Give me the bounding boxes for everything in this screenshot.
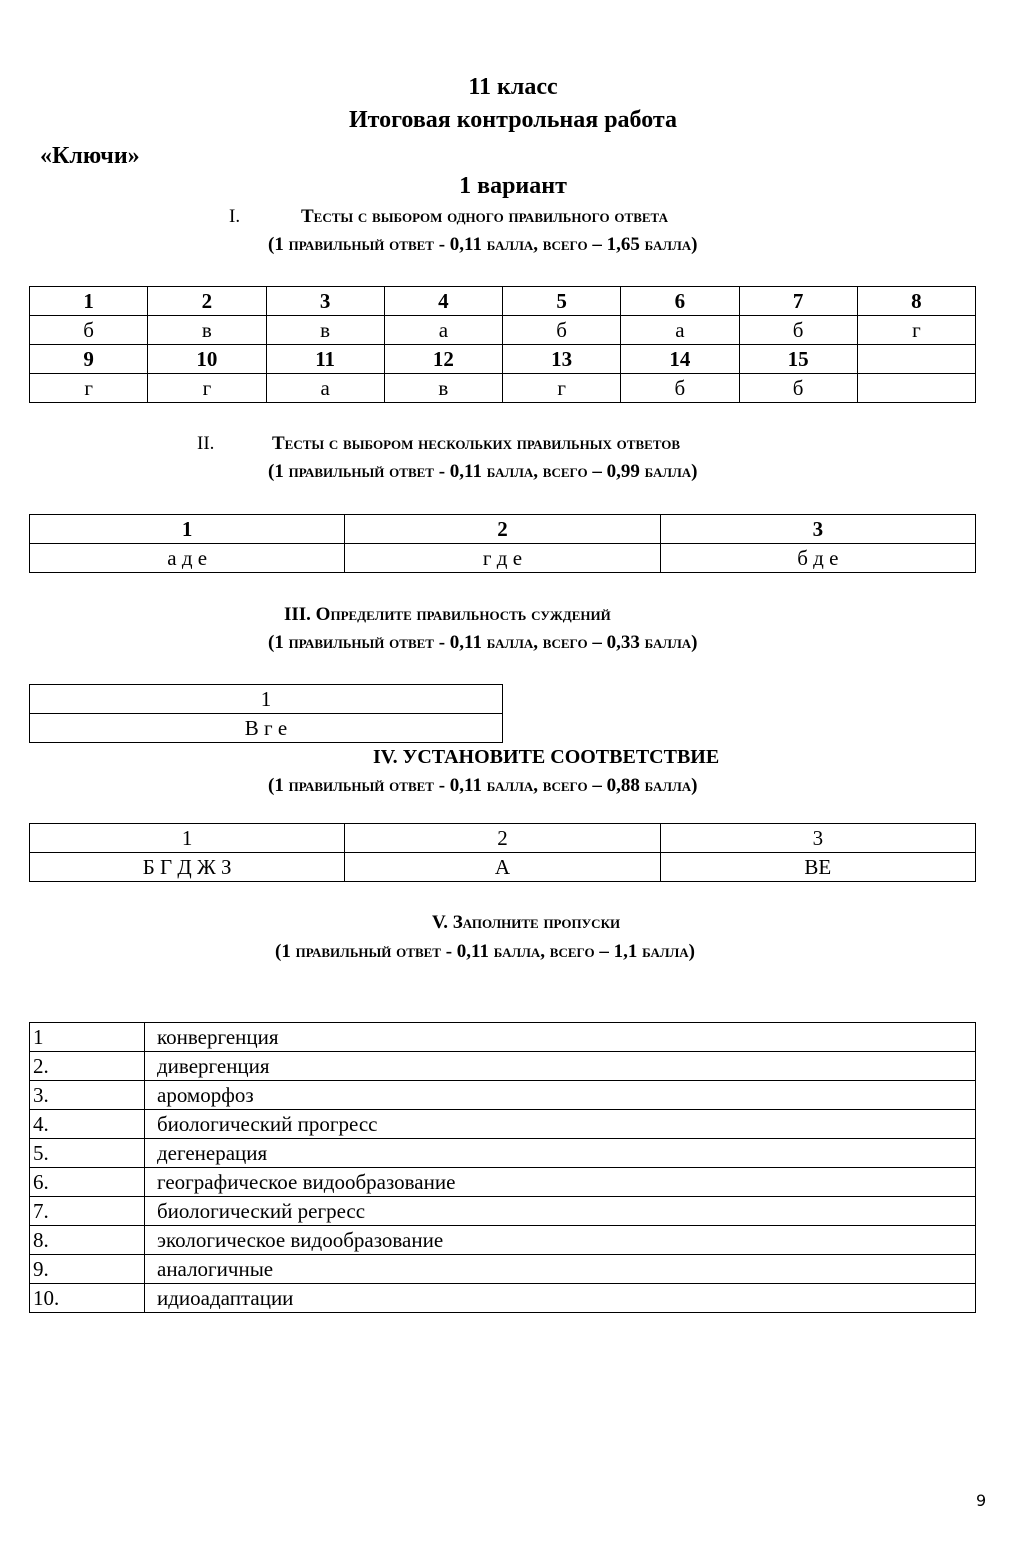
table-cell: 13 xyxy=(503,345,621,374)
item-number: 4. xyxy=(30,1110,145,1139)
item-number: 3. xyxy=(30,1081,145,1110)
table-row xyxy=(30,345,976,374)
table-row xyxy=(30,287,976,316)
section4-answer-table xyxy=(29,823,976,882)
table-cell: 11 xyxy=(266,345,384,374)
item-term: географическое видообразование xyxy=(145,1168,976,1197)
table-cell: В г е xyxy=(30,714,503,743)
table-cell: г xyxy=(857,316,975,345)
table-row xyxy=(30,316,976,345)
item-number: 10. xyxy=(30,1284,145,1313)
table-row xyxy=(30,1197,976,1226)
table-cell: 3 xyxy=(266,287,384,316)
section2-scoring: (1 правильный ответ - 0,11 балла, всего – 0,99 балла) xyxy=(268,461,698,482)
table-row xyxy=(30,1052,976,1081)
table-cell: 2 xyxy=(345,515,660,544)
section1-numeral: I. xyxy=(229,206,241,227)
table-cell: б xyxy=(30,316,148,345)
table-row xyxy=(30,853,976,882)
table-cell: г xyxy=(30,374,148,403)
page-title: Итоговая контрольная работа xyxy=(348,107,677,133)
table-cell: а xyxy=(621,316,739,345)
table-cell: 3 xyxy=(660,515,975,544)
item-number: 8. xyxy=(30,1226,145,1255)
section5-answer-table xyxy=(29,1022,976,1313)
section2-title: Тесты с выбором нескольких правильных ответов xyxy=(272,433,681,454)
item-number: 5. xyxy=(30,1139,145,1168)
section1-scoring: (1 правильный ответ - 0,11 балла, всего – 1,65 балла) xyxy=(268,234,698,255)
section3-title: III. Определите правильность суждений xyxy=(284,604,611,625)
table-cell xyxy=(857,374,975,403)
table-row xyxy=(30,1081,976,1110)
item-term: биологический регресс xyxy=(145,1197,976,1226)
table-cell: б д е xyxy=(660,544,975,573)
table-cell: 9 xyxy=(30,345,148,374)
table-cell: б xyxy=(739,316,857,345)
section5-scoring: (1 правильный ответ - 0,11 балла, всего – 1,1 балла) xyxy=(275,941,695,962)
table-cell: 4 xyxy=(384,287,502,316)
table-cell: а д е xyxy=(30,544,345,573)
table-cell: 8 xyxy=(857,287,975,316)
table-row xyxy=(30,515,976,544)
section3-answer-table xyxy=(29,684,503,743)
table-row xyxy=(30,1023,976,1052)
table-cell xyxy=(857,345,975,374)
table-cell: 1 xyxy=(30,515,345,544)
table-row xyxy=(30,1139,976,1168)
item-term: биологический прогресс xyxy=(145,1110,976,1139)
section3-scoring: (1 правильный ответ - 0,11 балла, всего – 0,33 балла) xyxy=(268,632,698,653)
table-row xyxy=(30,1168,976,1197)
table-cell: б xyxy=(503,316,621,345)
table-row xyxy=(30,374,976,403)
section1-title: Тесты с выбором одного правильного ответа xyxy=(301,206,668,227)
table-cell: 1 xyxy=(30,685,503,714)
table-cell: б xyxy=(621,374,739,403)
table-row xyxy=(30,1226,976,1255)
table-cell: в xyxy=(384,374,502,403)
item-term: идиоадаптации xyxy=(145,1284,976,1313)
table-row xyxy=(30,685,503,714)
table-cell: ВЕ xyxy=(660,853,975,882)
item-term: дивергенция xyxy=(145,1052,976,1081)
table-cell: 2 xyxy=(345,824,660,853)
table-cell: а xyxy=(266,374,384,403)
section2-answer-table xyxy=(29,514,976,573)
table-cell: в xyxy=(266,316,384,345)
page-number: 9 xyxy=(976,1491,987,1510)
table-cell: б xyxy=(739,374,857,403)
keys-label: «Ключи» xyxy=(40,143,140,169)
section2-numeral: II. xyxy=(197,433,215,454)
item-term: экологическое видообразование xyxy=(145,1226,976,1255)
section5-title: V. Заполните пропуски xyxy=(432,912,621,933)
table-cell: 1 xyxy=(30,824,345,853)
item-number: 7. xyxy=(30,1197,145,1226)
item-term: конвергенция xyxy=(145,1023,976,1052)
item-number: 9. xyxy=(30,1255,145,1284)
item-number: 6. xyxy=(30,1168,145,1197)
table-row xyxy=(30,544,976,573)
table-cell: 6 xyxy=(621,287,739,316)
table-cell: 3 xyxy=(660,824,975,853)
table-row xyxy=(30,1255,976,1284)
table-cell: 14 xyxy=(621,345,739,374)
table-cell: 7 xyxy=(739,287,857,316)
table-row xyxy=(30,824,976,853)
table-cell: г xyxy=(148,374,266,403)
table-cell: А xyxy=(345,853,660,882)
table-cell: г д е xyxy=(345,544,660,573)
section4-scoring: (1 правильный ответ - 0,11 балла, всего – 0,88 балла) xyxy=(268,775,698,796)
table-row xyxy=(30,1284,976,1313)
table-cell: 5 xyxy=(503,287,621,316)
table-cell: 12 xyxy=(384,345,502,374)
table-row xyxy=(30,714,503,743)
item-term: аналогичные xyxy=(145,1255,976,1284)
table-cell: г xyxy=(503,374,621,403)
table-cell: 1 xyxy=(30,287,148,316)
table-cell: 2 xyxy=(148,287,266,316)
table-cell: Б Г Д Ж З xyxy=(30,853,345,882)
grade-heading: 11 класс xyxy=(468,74,558,100)
section4-title: IV. УСТАНОВИТЕ СООТВЕТСТВИЕ xyxy=(373,746,720,768)
section1-answer-table xyxy=(29,286,976,403)
table-cell: 15 xyxy=(739,345,857,374)
item-number: 1 xyxy=(30,1023,145,1052)
table-cell: а xyxy=(384,316,502,345)
item-number: 2. xyxy=(30,1052,145,1081)
variant-heading: 1 вариант xyxy=(459,173,567,199)
table-row xyxy=(30,1110,976,1139)
item-term: дегенерация xyxy=(145,1139,976,1168)
item-term: ароморфоз xyxy=(145,1081,976,1110)
table-cell: в xyxy=(148,316,266,345)
table-cell: 10 xyxy=(148,345,266,374)
